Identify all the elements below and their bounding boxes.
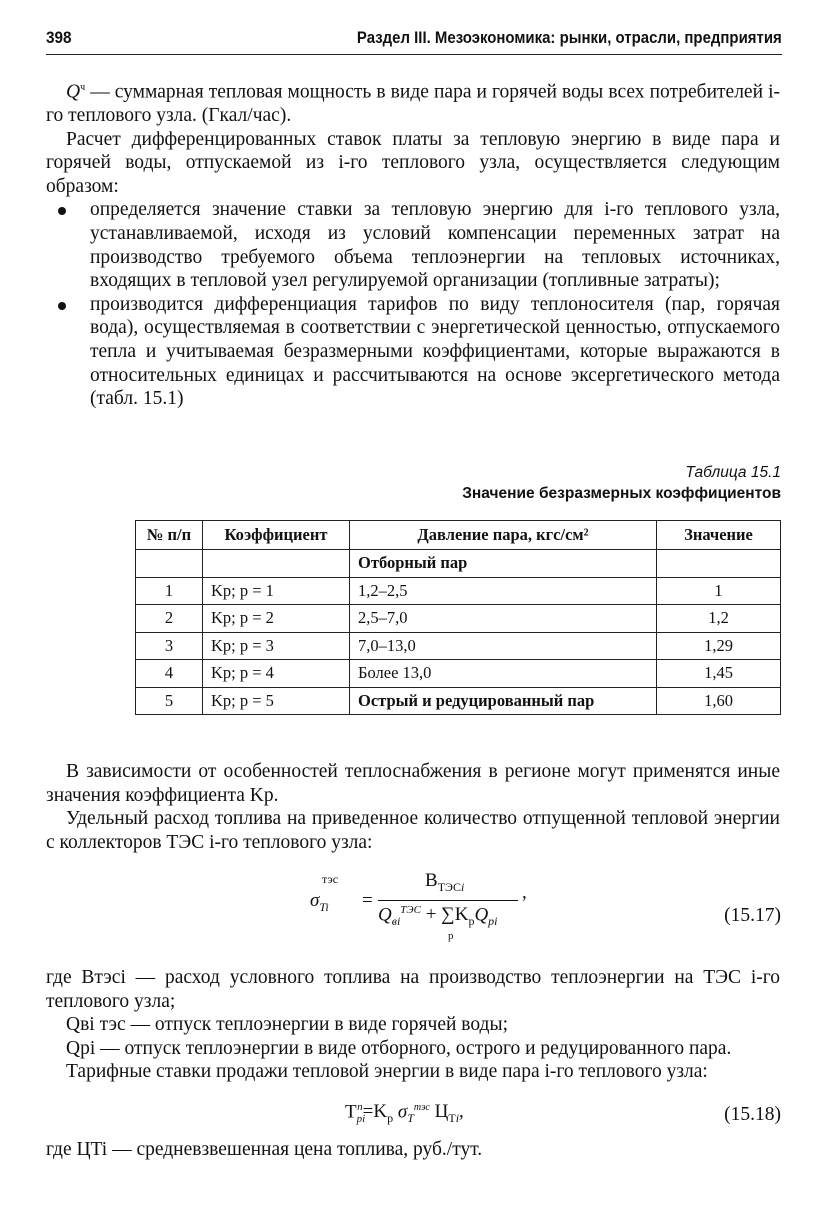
table-title: Значение безразмерных коэффициентов: [462, 485, 781, 502]
table-number: Таблица 15.1: [685, 464, 781, 481]
coefficients-table: [135, 520, 781, 715]
formula-number-15-17: (15.17): [724, 905, 781, 926]
bullet-text: определяется значение ставки за тепловую энергию для i-го теплового узла, устанавливаемой, исходя из условий компенсации переменных затрат на производство требуемого объема теплоэнергии на тепловых источниках, входящих в тепловой узел регулируемой организации (топливные затраты);: [90, 199, 780, 292]
where-qp: Qpi — отпуск теплоэнергии в виде отборного, острого и редуцированного пара.: [66, 1037, 732, 1059]
where-qv: Qвi тэс — отпуск теплоэнергии в виде горячей воды;: [66, 1014, 508, 1036]
subheader-cell: Отборный пар: [350, 550, 657, 578]
cell-n: 2: [136, 605, 203, 633]
table-subheader-row: [136, 550, 781, 578]
paragraph-tariff: Тарифные ставки продажи тепловой энергии в виде пара i-го теплового узла:: [66, 1061, 708, 1083]
running-title: Раздел III. Мезоэкономика: рынки, отрасли, предприятия: [357, 28, 782, 47]
bullet-dot-icon: [58, 302, 66, 310]
cell-coef: Kр; p = 3: [203, 632, 350, 660]
bullet-dot-icon: [58, 207, 66, 215]
page-number: 398: [46, 28, 72, 47]
table-row: [136, 632, 781, 660]
formula-15-18: $T_{pi}^п=K_p$ $\sigma_T^{тэс}$ $Ц_{Ti}$,: [345, 1101, 464, 1126]
cell-pressure: 7,0–13,0: [350, 632, 657, 660]
q-symbol: Q: [66, 81, 81, 103]
bullet-item: [46, 198, 780, 292]
body-middle: [46, 760, 780, 854]
cell-value: 1,45: [657, 660, 781, 688]
cell-coef: Kр; p = 4: [203, 660, 350, 688]
col-number: № п/п: [136, 521, 203, 550]
paragraph-method: Расчет дифференцированных ставок платы за тепловую энергию в виде пара и горячей воды, отпускаемой из i-го теплового узла, осуществляется следующим образом:: [46, 128, 780, 197]
bullet-list: [46, 198, 780, 410]
running-header: [46, 28, 782, 55]
q-definition-text: — суммарная тепловая мощность в виде пара и горячей воды всех потребителей i-го теплового узла. (Гкал/час).: [46, 81, 780, 127]
cell-pressure: Острый и редуцированный пар: [350, 687, 657, 715]
formula-number-15-18: (15.18): [724, 1104, 781, 1125]
body-bottom: [46, 1138, 780, 1162]
table-row: [136, 687, 781, 715]
paragraph-fuel-rate: Удельный расход топлива на приведенное количество отпущенной тепловой энергии с коллекторов ТЭС i-го теплового узла:: [46, 808, 780, 853]
col-value: Значение: [657, 521, 781, 550]
cell-n: 4: [136, 660, 203, 688]
cell-value: 1,60: [657, 687, 781, 715]
col-pressure: Давление пара, кгс/см²: [350, 521, 657, 550]
cell-coef: Kр; p = 1: [203, 577, 350, 605]
table-row: [136, 660, 781, 688]
col-coefficient: Коэффициент: [203, 521, 350, 550]
paragraph-coefficients: В зависимости от особенностей теплоснабжения в регионе могут применятся иные значения коэффициента Kр.: [46, 761, 780, 806]
cell-pressure: Более 13,0: [350, 660, 657, 688]
body-definitions: [46, 966, 780, 1084]
cell-value: 1,29: [657, 632, 781, 660]
bullet-item: [46, 293, 780, 411]
where-price: где ЦTi — средневзвешенная цена топлива, руб./тут.: [46, 1139, 483, 1160]
cell-coef: Kр; p = 2: [203, 605, 350, 633]
table-header-row: [136, 521, 781, 550]
bullet-text: производится дифференциация тарифов по виду теплоносителя (пар, горячая вода), осуществляемая в соответствии с энергетической ценностью, отпускаемого тепла и учитываемая безразмерными коэффициентами, которые выражаются в относительных единицах и рассчитываются на основе эксергетического метода (табл. 15.1): [90, 293, 780, 410]
cell-n: 1: [136, 577, 203, 605]
cell-pressure: 1,2–2,5: [350, 577, 657, 605]
table-row: [136, 605, 781, 633]
q-definition: $Q_ч$ — суммарная тепловая мощность в виде пара и горячей воды всех потребителей i-го теплового узла. (Гкал/час).: [46, 81, 780, 127]
cell-n: 5: [136, 687, 203, 715]
cell-value: 1: [657, 577, 781, 605]
cell-n: 3: [136, 632, 203, 660]
formula-15-17: $\sigma_{Ti}$ тэс = $B_{ТЭСi}$ $Q_{вi}^{ТЭС} + \sum K_pQ_{pi}$ p ,: [310, 870, 527, 942]
body-top: [46, 76, 780, 411]
table-row: [136, 577, 781, 605]
cell-value: 1,2: [657, 605, 781, 633]
cell-coef: Kр; p = 5: [203, 687, 350, 715]
where-b: где Bтэсi — расход условного топлива на производство теплоэнергии на ТЭС i-го теплового узла;: [46, 967, 780, 1012]
cell-pressure: 2,5–7,0: [350, 605, 657, 633]
